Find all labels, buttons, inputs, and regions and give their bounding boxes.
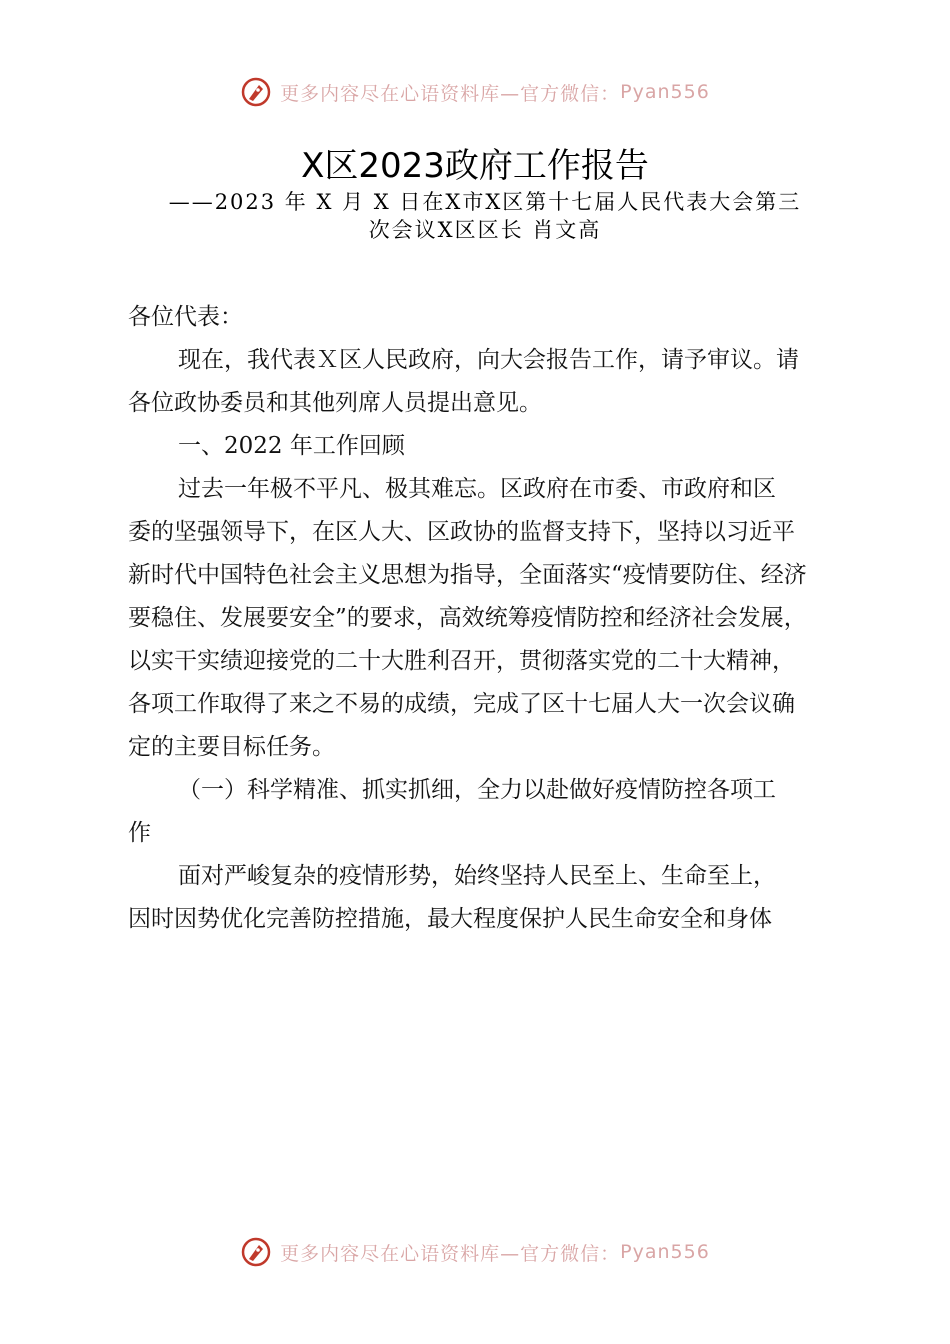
watermark-text: 更多内容尽在心语资料库—官方微信： <box>280 1242 621 1265</box>
body-line: 要稳住、发展要安全”的要求，高效统筹疫情防控和经济社会发展， <box>128 605 807 631</box>
pen-nib-seal-icon <box>240 1236 272 1268</box>
body-line: 过去一年极不平凡、极其难忘。区政府在市委、市政府和区 <box>178 476 776 502</box>
section-heading: 一、2022 年工作回顾 <box>178 433 405 459</box>
body-line: 新时代中国特色社会主义思想为指导，全面落实“疫情要防住、经济 <box>128 562 807 588</box>
body-line: 以实干实绩迎接党的二十大胜利召开，贯彻落实党的二十大精神， <box>128 648 795 674</box>
pen-nib-seal-icon <box>240 76 272 108</box>
body-line: 各项工作取得了来之不易的成绩，完成了区十七届人大一次会议确 <box>128 691 795 717</box>
document-body <box>128 296 868 941</box>
body-line: 因时因势优化完善防控措施，最大程度保护人民生命安全和身体 <box>128 906 772 932</box>
document-subtitle-line-1: ——2023 年 X 月 X 日在X市X区第十七届人民代表大会第三 <box>168 190 802 214</box>
body-line: 定的主要目标任务。 <box>128 734 335 760</box>
header-watermark <box>0 76 950 108</box>
subsection-heading-continuation: 作 <box>128 820 151 846</box>
watermark-wechat-id: Pyan556 <box>620 81 710 103</box>
salutation: 各位代表： <box>128 304 243 330</box>
watermark-wechat-id: Pyan556 <box>620 1241 710 1263</box>
body-line: 面对严峻复杂的疫情形势，始终坚持人民至上、生命至上， <box>178 863 776 889</box>
body-line: 委的坚强领导下，在区人大、区政协的监督支持下，坚持以习近平 <box>128 519 795 545</box>
body-line: 现在，我代表Ｘ区人民政府，向大会报告工作，请予审议。请 <box>178 347 799 373</box>
subsection-heading: （一）科学精准、抓实抓细，全力以赴做好疫情防控各项工 <box>178 777 776 803</box>
footer-watermark <box>0 1236 950 1268</box>
watermark-text: 更多内容尽在心语资料库—官方微信： <box>280 82 621 105</box>
document-title: X区2023政府工作报告 <box>301 146 649 186</box>
document-subtitle-line-2: 次会议X区区长 肖文高 <box>368 218 602 242</box>
body-line: 各位政协委员和其他列席人员提出意见。 <box>128 390 542 416</box>
